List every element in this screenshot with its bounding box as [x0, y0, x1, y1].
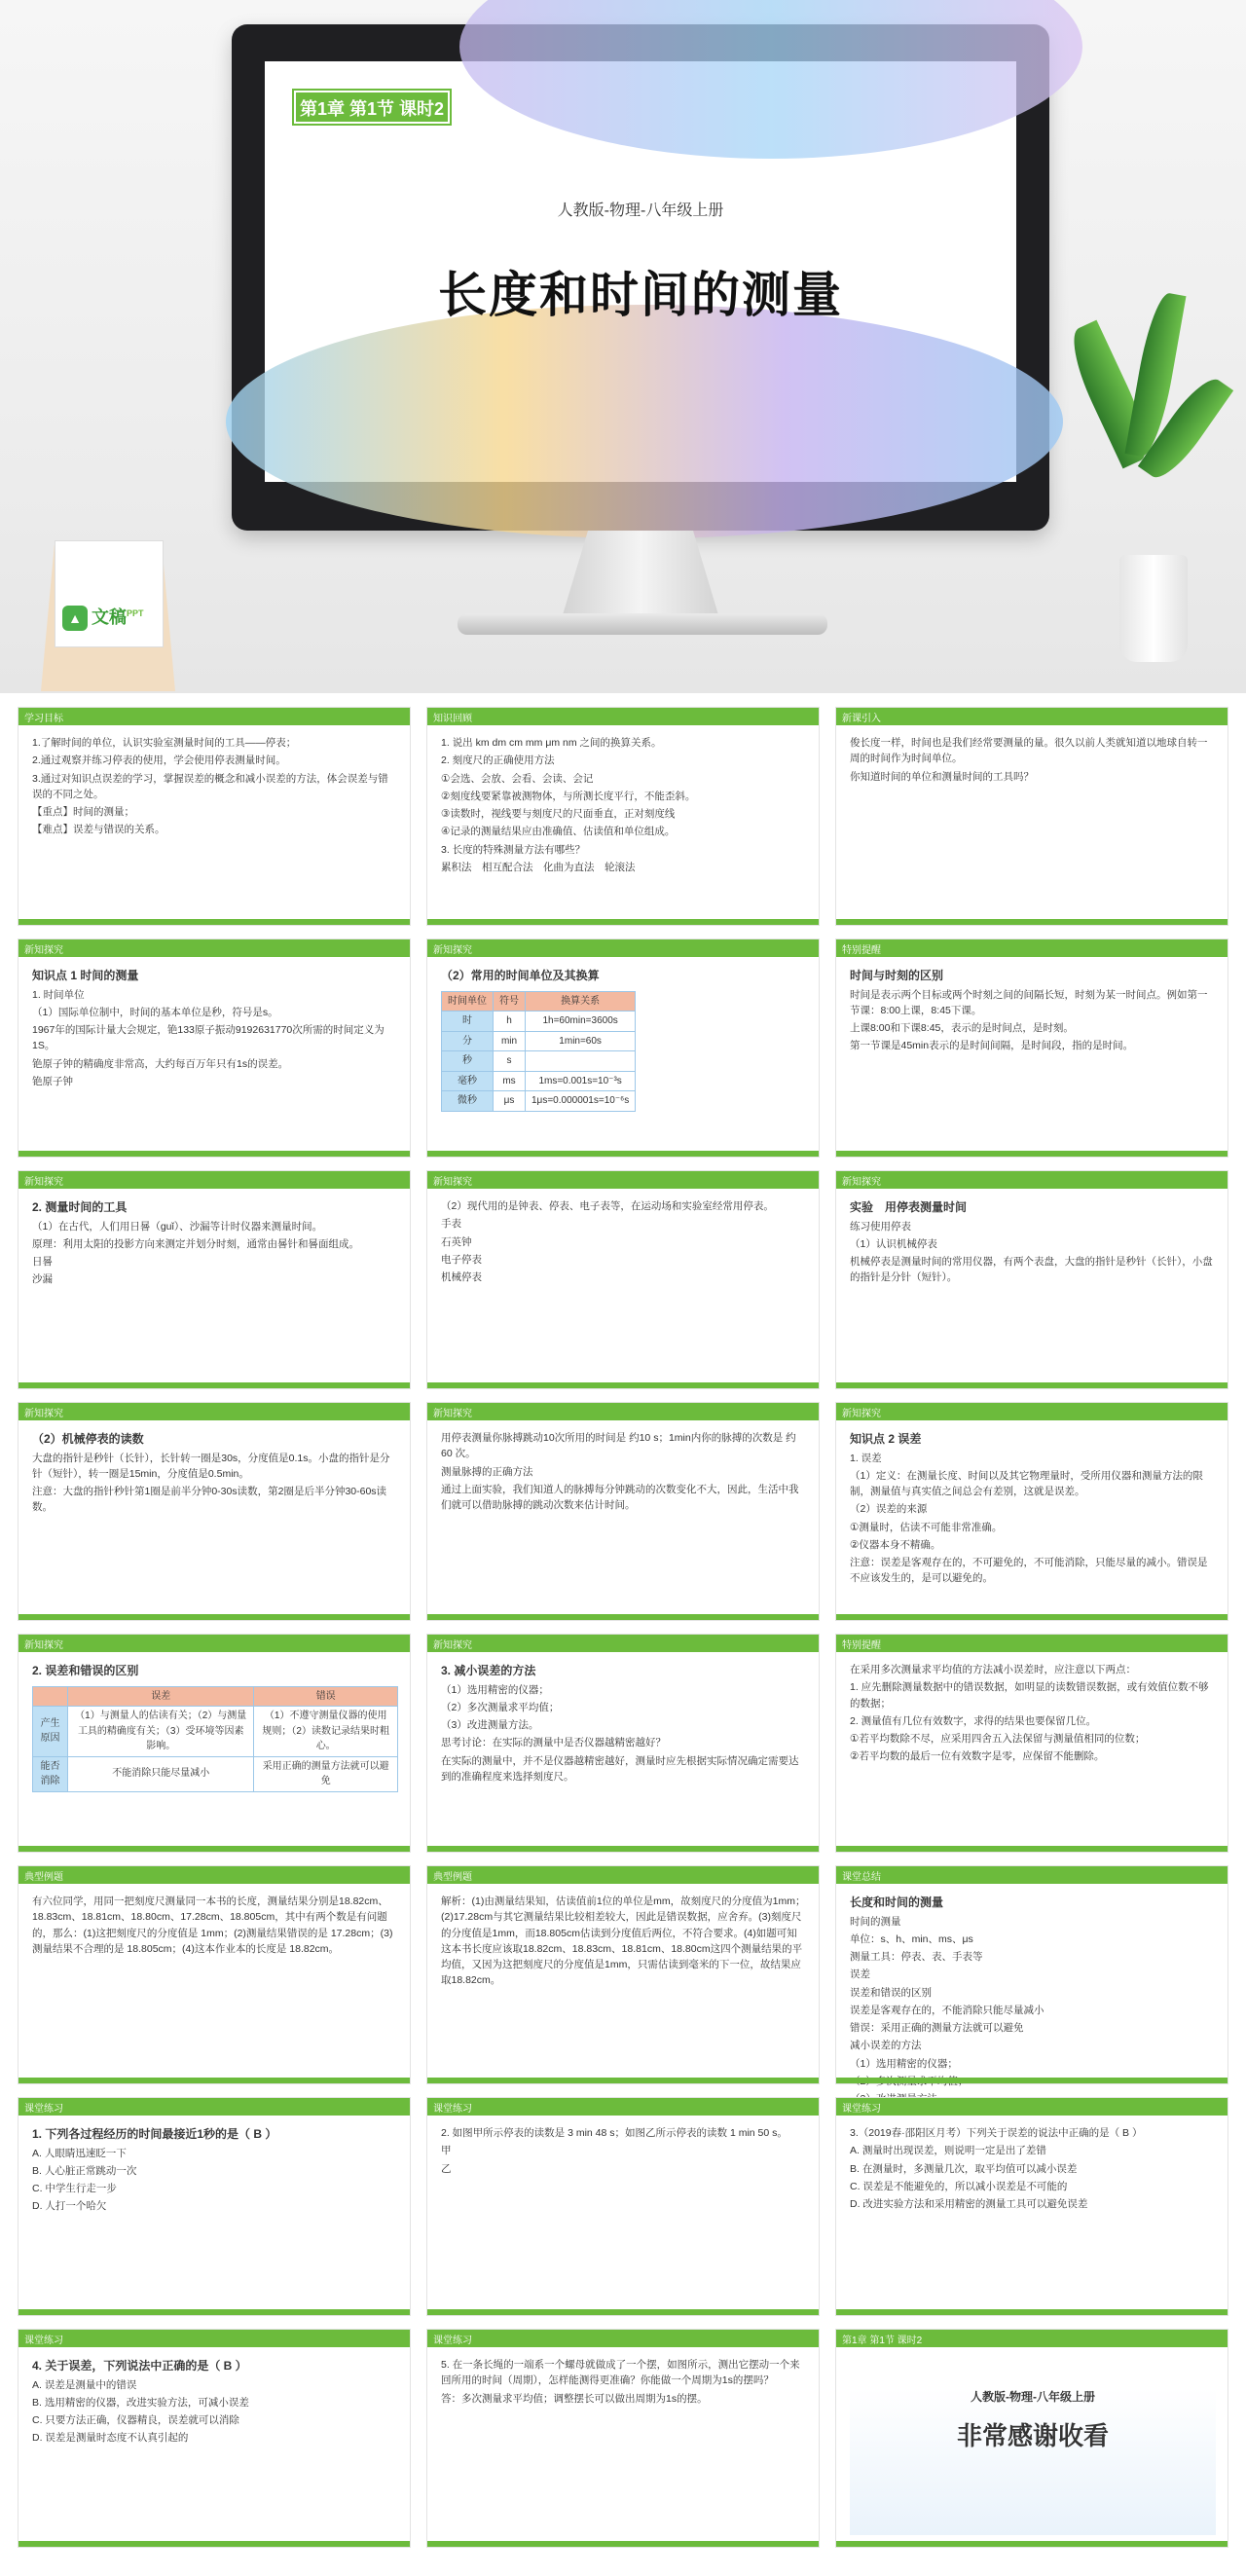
monitor-stand	[553, 531, 728, 618]
slide-header-bar	[836, 2098, 1228, 2116]
slide-content	[32, 1662, 398, 1840]
slide-header-label: 学习目标	[24, 714, 63, 724]
slide-footer-bar	[427, 919, 819, 925]
slide-text-line: C. 误差是不能避免的，所以减小误差是不可能的	[850, 2180, 1068, 2192]
slide-footer-bar	[836, 2078, 1228, 2083]
table-cell: s	[494, 1051, 526, 1072]
slide-text-line: 在实际的测量中，并不是仪器越精密越好，测量时应先根据实际情况确定需要达到的准确程度来选择刻度尺。	[441, 1754, 799, 1783]
table-header-cell: 错误	[254, 1686, 398, 1707]
slide-card[interactable]	[835, 2097, 1228, 2316]
table-cell: 1ms=0.001s=10⁻³s	[526, 1071, 636, 1091]
slide-card[interactable]	[18, 2097, 411, 2316]
slide-footer-bar	[836, 1151, 1228, 1157]
table-cell: （1）与测量人的估读有关；（2）与测量工具的精确度有关；（3）受环境等因素影响。	[68, 1707, 254, 1757]
slide-footer-bar	[427, 1151, 819, 1157]
slide-text-line: （1）认识机械停表	[850, 1237, 937, 1250]
slide-footer-bar	[836, 2541, 1228, 2547]
hero-banner	[0, 0, 1246, 693]
slide-footer-bar	[18, 2078, 410, 2083]
slide-text-line: 手表	[441, 1218, 461, 1231]
slide-text-line: 1.了解时间的单位，认识实验室测量时间的工具——停表；	[32, 737, 297, 749]
slide-text-line: 你知道时间的单位和测量时间的工具吗？	[850, 770, 1034, 783]
slide-header-label: 典型例题	[24, 1872, 63, 1883]
slide-footer-bar	[427, 2309, 819, 2315]
slide-text-line: ④记录的测量结果应由准确值、估读值和单位组成。	[441, 826, 676, 838]
slide-text-line: 答：多次测量求平均值；调整摆长可以做出周期为1s的摆。	[441, 2392, 708, 2405]
slide-content	[441, 967, 807, 1145]
slide-text-line: A. 误差是测量中的错误	[32, 2378, 137, 2391]
table-cell: 毫秒	[442, 1071, 494, 1091]
table-cell: 1μs=0.000001s=10⁻⁶s	[526, 1091, 636, 1112]
table-cell: （1）不遵守测量仪器的使用规则；（2）读数记录结果时粗心。	[254, 1707, 398, 1757]
slide-header-label: 课堂总结	[842, 1872, 881, 1883]
slide-footer-bar	[836, 1614, 1228, 1620]
slide-footer-bar	[18, 1151, 410, 1157]
slide-text-line: B. 人心脏正常跳动一次	[32, 2164, 137, 2177]
slide-text-line: 5. 在一条长绳的一端系一个螺母就做成了一个摆，如图所示，测出它摆动一个来回所用的时间（周期），怎样能测得更准确？你能做一个周期为1s的摆吗？	[441, 2359, 800, 2387]
slide-text-line: 知识点 1 时间的测量	[32, 969, 139, 982]
slide-content	[441, 1198, 807, 1377]
slide-text-line: 1967年的国际计量大会规定，铯133原子振动9192631770次所需的时间定义为1S。	[32, 1024, 385, 1052]
table-row	[442, 1051, 636, 1072]
brand-logo: ▲ 文稿$^{PPT}$	[62, 604, 144, 631]
slide-header-bar	[427, 708, 819, 725]
slide-text-line: 人教版-物理-八年级上册	[971, 2390, 1095, 2404]
slide-text-line: C. 中学生行走一步	[32, 2183, 117, 2195]
monitor-base	[458, 613, 827, 635]
cover-slide	[265, 61, 1016, 482]
slide-card[interactable]	[835, 938, 1228, 1158]
slide-text-line: B. 在测量时，多测量几次，取平均值可以减小误差	[850, 2162, 1078, 2175]
slide-card[interactable]	[18, 707, 411, 926]
slide-header-label: 知识回顾	[433, 714, 472, 724]
table-row	[442, 1091, 636, 1112]
slide-text-line: 错误：采用正确的测量方法就可以避免	[850, 2022, 1024, 2035]
slide-content	[441, 2125, 807, 2303]
slide-text-line: 练习使用停表	[850, 1220, 911, 1233]
slide-table	[441, 991, 636, 1112]
slide-text-line: 在采用多次测量求平均值的方法减小误差时，应注意以下两点：	[850, 1664, 1136, 1675]
slide-content	[441, 735, 807, 913]
slide-card[interactable]	[426, 1865, 820, 2084]
decor-wave-top	[459, 0, 1082, 159]
slide-text-line: 有六位同学，用同一把刻度尺测量同一本书的长度，测量结果分别是18.82cm、18.83cm、18.81cm、18.80cm、17.28cm、18.805cm，其中有两个数是有问题的，那么：(1)这把刻度尺的分度值是 1mm；(2)测量结果错误的是 17.28cm；(3)测量结果不合理的是 18.805cm；(4)这本作业本的长度是 18.82cm。	[32, 1895, 393, 1955]
slide-footer-bar	[836, 2309, 1228, 2315]
slide-text-line: 时间与时刻的区别	[850, 969, 944, 982]
slide-text-line: 2. 误差和错误的区别	[32, 1664, 139, 1677]
slide-header-label: 课堂练习	[24, 2336, 63, 2346]
slide-footer-bar	[836, 1846, 1228, 1852]
slide-header-label: 新课引入	[842, 714, 881, 724]
slide-text-line: 累积法 相互配合法 化曲为直法 轮滚法	[441, 861, 636, 873]
slide-content	[441, 1430, 807, 1608]
slide-footer-bar	[427, 2541, 819, 2547]
table-row	[33, 1756, 398, 1791]
slide-header-label: 新知探究	[433, 945, 472, 956]
slide-content	[32, 1198, 398, 1377]
brand-mark-icon: ▲	[62, 606, 88, 631]
table-cell: h	[494, 1012, 526, 1032]
slide-text-line: 测量工具：停表、表、手表等	[850, 1951, 983, 1964]
slide-text-line: 2. 刻度尺的正确使用方法	[441, 754, 555, 767]
slide-text-line: 2. 如图甲所示停表的读数是 3 min 48 s；如图乙所示停表的读数 1 min 50 s。	[441, 2127, 788, 2139]
slide-header-bar	[836, 2330, 1228, 2347]
slide-card[interactable]	[426, 2097, 820, 2316]
slide-header-bar	[427, 939, 819, 957]
cover-title: 长度和时间的测量	[438, 268, 843, 322]
slide-card[interactable]	[18, 1402, 411, 1621]
slide-footer-bar	[836, 1382, 1228, 1388]
calendar-card	[55, 540, 164, 647]
slide-text-line: 1. 应先删除测量数据中的错误数据，如明显的读数错误数据，或有效值位数不够的数据；	[850, 1681, 1209, 1710]
slide-content	[32, 1894, 398, 2072]
slide-text-line: 知识点 2 误差	[850, 1432, 922, 1446]
slide-header-bar	[18, 708, 410, 725]
chapter-badge: 第1章 第1节 课时2	[294, 91, 450, 124]
slide-content	[441, 1662, 807, 1840]
decor-wave-bottom	[226, 305, 1063, 538]
slide-text-line: 注意：大盘的指针秒针第1圈是前半分钟0-30s读数，第2圈是后半分钟30-60s读数。	[32, 1486, 387, 1514]
table-header-cell: 换算关系	[526, 991, 636, 1012]
slide-text-line: 思考讨论：在实际的测量中是否仪器越精密越好？	[441, 1737, 666, 1749]
slide-footer-bar	[18, 1382, 410, 1388]
slide-text-line: 非常感谢收看	[956, 2420, 1109, 2450]
slide-text-line: 测量脉搏的正确方法	[441, 1465, 533, 1478]
slide-text-line: 电子停表	[441, 1253, 482, 1266]
table-header-cell: 时间单位	[442, 991, 494, 1012]
slide-text-line: 通过上面实验，我们知道人的脉搏每分钟跳动的次数变化不大，因此，生活中我们就可以借助脉搏的跳动次数来估计时间。	[441, 1483, 799, 1512]
slide-card[interactable]	[426, 1170, 820, 1389]
slide-text-line: 2. 测量时间的工具	[32, 1200, 128, 1214]
slide-text-line: 3. 长度的特殊测量方法有哪些？	[441, 843, 586, 856]
slide-text-line: 铯原子钟	[32, 1075, 73, 1087]
slide-table	[32, 1686, 398, 1792]
slide-card[interactable]	[18, 938, 411, 1158]
slide-text-line: D. 误差是测量时态度不认真引起的	[32, 2432, 189, 2445]
table-row	[442, 1012, 636, 1032]
slide-text-line: ②仪器本身不精确。	[850, 1538, 941, 1551]
slide-content	[32, 1430, 398, 1608]
slide-header-bar	[18, 1403, 410, 1420]
slide-text-line: （2）机械停表的读数	[32, 1432, 144, 1446]
slide-text-line: （2）误差的来源	[850, 1503, 928, 1516]
slide-header-bar	[18, 2098, 410, 2116]
slide-content	[32, 2125, 398, 2303]
slide-card[interactable]	[835, 1402, 1228, 1621]
slide-text-line: （1）定义：在测量长度、时间以及其它物理量时，受所用仪器和测量方法的限制，测量值与真实值之间总会有差别，这就是误差。	[850, 1469, 1203, 1498]
table-cell: 分	[442, 1031, 494, 1051]
slide-text-line: 长度和时间的测量	[850, 1895, 944, 1909]
slide-text-line: （2）常用的时间单位及其换算	[441, 969, 600, 982]
slide-header-bar	[836, 1171, 1228, 1189]
cover-subtitle: 人教版-物理-八年级上册	[557, 202, 724, 219]
monitor	[232, 24, 1049, 531]
slide-header-bar	[18, 2330, 410, 2347]
slide-header-label: 特别提醒	[842, 945, 881, 956]
slide-content	[850, 1894, 1216, 2072]
slide-text-line: 2. 测量值有几位有效数字，求得的结果也要保留几位。	[850, 1714, 1097, 1727]
slide-header-label: 课堂练习	[433, 2336, 472, 2346]
table-cell: 不能消除只能尽量减小	[68, 1756, 254, 1791]
slide-header-label: 特别提醒	[842, 1640, 881, 1651]
slide-header-bar	[18, 939, 410, 957]
slide-text-line: 上课8:00和下课8:45，表示的是时间点，是时刻。	[850, 1022, 1074, 1035]
slide-card[interactable]	[426, 1634, 820, 1853]
slide-header-label: 新知探究	[433, 1177, 472, 1188]
slide-text-line: 沙漏	[32, 1273, 53, 1286]
slide-text-line: A. 测量时出现误差，则说明一定是出了差错	[850, 2145, 1046, 2157]
slide-text-line: 实验 用停表测量时间	[850, 1200, 968, 1214]
slide-text-line: 1. 下列各过程经历的时间最接近1秒的是（ B ）	[32, 2127, 277, 2141]
plant-pot	[1119, 555, 1188, 662]
slide-text-line: 机械停表是测量时间的常用仪器，有两个表盘，大盘的指针是秒针（长针），小盘的指针是分针（短针）。	[850, 1256, 1213, 1284]
slide-footer-bar	[836, 919, 1228, 925]
slide-text-line: 注意：误差是客观存在的，不可避免的，不可能消除，只能尽量的减小。错误是不应该发生的，是可以避免的。	[850, 1557, 1208, 1585]
slide-text-line: （1）国际单位制中，时间的基本单位是秒，符号是s。	[32, 1006, 278, 1018]
slide-text-line: 时间是表示两个目标或两个时刻之间的间隔长短，时刻为某一时间点。例如第一节课：8:00上课，8:45下课。	[850, 988, 1208, 1016]
slide-text-line: 2.通过观察并练习停表的使用，学会使用停表测量时间。	[32, 754, 286, 767]
slide-text-line: （2）多次测量求平均值；	[441, 1701, 560, 1713]
slide-header-bar	[427, 2098, 819, 2116]
slide-text-line: ③读数时，视线要与刻度尺的尺面垂直，正对刻度线	[441, 808, 676, 821]
slide-content	[850, 1662, 1216, 1840]
slide-text-line: D. 人打一个哈欠	[32, 2200, 107, 2213]
slide-header-label: 新知探究	[24, 1409, 63, 1419]
slide-header-bar	[836, 1635, 1228, 1652]
slide-text-line: 减小误差的方法	[850, 2040, 922, 2052]
slide-text-line: ①会选、会放、会看、会读、会记	[441, 772, 594, 785]
slide-header-bar	[836, 939, 1228, 957]
slide-footer-bar	[427, 1614, 819, 1620]
slide-card[interactable]	[18, 2329, 411, 2548]
slide-card[interactable]	[426, 938, 820, 1158]
slide-footer-bar	[18, 1846, 410, 1852]
slide-text-line: 3. 减小误差的方法	[441, 1664, 536, 1677]
slide-header-bar	[427, 1171, 819, 1189]
slide-text-line: （3）改进测量方法。	[441, 1719, 539, 1732]
slide-text-line: 【难点】误差与错误的关系。	[32, 824, 165, 836]
slide-header-label: 新知探究	[842, 1409, 881, 1419]
slide-text-line: 解析：(1)由测量结果知，估读值前1位的单位是mm，故刻度尺的分度值为1mm；(2)17.28cm与其它测量结果比较相差较大，因此是错误数据，应舍弃。(3)刻度尺的分度值是1mm，而18.805cm估读到分度值后两位，不符合要求。(4)如题可知这本书长度应该取18.82cm、18.83cm、18.81cm、18.80cm这四个测量结果的平均值，又因为这把刻度尺的分度值是1mm，只需估读到毫米的下一位，故结果应取18.82cm。	[441, 1895, 806, 1987]
slide-text-line: 【重点】时间的测量；	[32, 806, 134, 819]
slide-card[interactable]	[835, 1170, 1228, 1389]
slide-text-line: A. 人眼睛迅速眨一下	[32, 2147, 127, 2159]
slide-header-bar	[836, 708, 1228, 725]
slide-content	[850, 1198, 1216, 1377]
slide-text-line: 误差和错误的区别	[850, 1986, 932, 1999]
slide-header-bar	[427, 2330, 819, 2347]
slide-text-line: 日晷	[32, 1256, 53, 1269]
slide-content	[850, 735, 1216, 913]
table-row	[442, 1071, 636, 1091]
slide-header-label: 课堂练习	[24, 2104, 63, 2115]
slide-text-line: 第一节课是45min表示的是时间间隔，是时间段，指的是时间。	[850, 1040, 1134, 1052]
slide-header-label: 新知探究	[433, 1409, 472, 1419]
table-cell: 能否消除	[33, 1756, 68, 1791]
slide-header-label: 新知探究	[433, 1640, 472, 1651]
slide-header-label: 新知探究	[24, 1177, 63, 1188]
slide-text-line: 甲	[441, 2145, 452, 2157]
slide-text-line: 铯原子钟的精确度非常高，大约每百万年只有1s的误差。	[32, 1057, 289, 1070]
slide-text-line: D. 改进实验方法和采用精密的测量工具可以避免误差	[850, 2198, 1088, 2211]
slide-text-line: B. 选用精密的仪器，改进实验方法，可减小误差	[32, 2396, 249, 2409]
slide-text-line: 4. 关于误差，下列说法中正确的是（ B ）	[32, 2359, 247, 2373]
slide-footer-bar	[18, 2309, 410, 2315]
slide-text-line: （1）选用精密的仪器；	[850, 2057, 958, 2070]
slide-header-bar	[427, 1866, 819, 1884]
slide-content	[850, 1430, 1216, 1608]
slide-text-line: 石英钟	[441, 1235, 472, 1248]
table-cell	[526, 1051, 636, 1072]
table-header-cell: 符号	[494, 991, 526, 1012]
table-cell: 时	[442, 1012, 494, 1032]
slide-header-bar	[427, 1635, 819, 1652]
slide-card[interactable]	[835, 2329, 1228, 2548]
slide-text-line: ①若平均数除不尽，应采用四舍五入法保留与测量值相同的位数；	[850, 1733, 1146, 1746]
slide-text-line: 机械停表	[441, 1271, 482, 1284]
slide-content	[32, 2357, 398, 2535]
slide-text-line: 原理：利用太阳的投影方向来测定并划分时刻，通常由晷针和晷面组成。	[32, 1237, 359, 1250]
slide-footer-bar	[427, 2078, 819, 2083]
slide-header-label: 课堂练习	[433, 2104, 472, 2115]
slide-card[interactable]	[18, 1170, 411, 1389]
slide-header-label: 新知探究	[24, 1640, 63, 1651]
slide-header-bar	[836, 1866, 1228, 1884]
slide-text-line: （1）在古代，人们用日晷（guǐ）、沙漏等计时仪器来测量时间。	[32, 1220, 323, 1233]
slide-card[interactable]	[835, 1634, 1228, 1853]
slide-content	[32, 967, 398, 1145]
slide-header-label: 课堂练习	[842, 2104, 881, 2115]
slide-content	[441, 1894, 807, 2072]
table-cell: ms	[494, 1071, 526, 1091]
slide-header-label: 第1章 第1节 课时2	[842, 2336, 923, 2346]
slide-content	[850, 967, 1216, 1145]
table-cell: μs	[494, 1091, 526, 1112]
slide-text-line: 单位：s、h、min、ms、μs	[850, 1932, 973, 1945]
slide-text-line: 1. 时间单位	[32, 988, 85, 1001]
slide-card[interactable]	[426, 1402, 820, 1621]
slide-footer-bar	[427, 1382, 819, 1388]
slide-text-line: 乙	[441, 2162, 452, 2175]
slide-footer-bar	[18, 2541, 410, 2547]
slide-text-line: 用停表测量你脉搏跳动10次所用的时间是 约10 s；1min内你的脉搏的次数是 约60 次。	[441, 1432, 796, 1460]
slide-text-line: 误差	[850, 1969, 870, 1981]
slide-text-line: （2）现代用的是钟表、停表、电子表等，在运动场和实验室经常用停表。	[441, 1200, 774, 1212]
slide-card[interactable]	[18, 1865, 411, 2084]
slide-text-line: （1）选用精密的仪器；	[441, 1683, 549, 1696]
slide-content	[32, 735, 398, 913]
table-header-cell	[33, 1686, 68, 1707]
slide-card[interactable]	[426, 707, 820, 926]
slide-card[interactable]	[426, 2329, 820, 2548]
table-cell: 1h=60min=3600s	[526, 1012, 636, 1032]
table-cell: 1min=60s	[526, 1031, 636, 1051]
slide-text-line: 大盘的指针是秒针（长针），长针转一圈是30s，分度值是0.1s。小盘的指针是分针（短针），转一圈是15min，分度值是0.5min。	[32, 1452, 390, 1480]
slide-text-line: 误差是客观存在的，不能消除只能尽量减小	[850, 2004, 1044, 2016]
slide-header-bar	[836, 1403, 1228, 1420]
slide-footer-bar	[427, 1846, 819, 1852]
slide-text-line: ②刻度线要紧靠被测物体，与所测长度平行，不能歪斜。	[441, 790, 696, 802]
slide-card[interactable]	[835, 1865, 1228, 2084]
table-cell: 微秒	[442, 1091, 494, 1112]
slide-header-bar	[18, 1171, 410, 1189]
slide-header-bar	[427, 1403, 819, 1420]
table-cell: min	[494, 1031, 526, 1051]
slide-text-line: 3.通过对知识点误差的学习，掌握误差的概念和减小误差的方法，体会误差与错误的不同之处。	[32, 772, 388, 800]
slide-content	[850, 2125, 1216, 2303]
slide-card[interactable]	[18, 1634, 411, 1853]
slide-text-line: C. 只要方法正确，仪器精良，误差就可以消除	[32, 2414, 239, 2427]
table-cell: 产生原因	[33, 1707, 68, 1757]
slide-text-line: 3.（2019春·邵阳区月考）下列关于误差的说法中正确的是（ B ）	[850, 2127, 1143, 2139]
slide-text-line: 1. 误差	[850, 1452, 882, 1464]
slide-text-line: 1. 说出 km dm cm mm μm nm 之间的换算关系。	[441, 737, 662, 749]
slide-text-line: ②若平均数的最后一位有效数字是零，应保留不能删除。	[850, 1750, 1105, 1763]
slide-text-line: 俊长度一样，时间也是我们经常要测量的量。很久以前人类就知道以地球自转一周的时间作为时间单位。	[850, 737, 1208, 765]
slide-text-line: 时间的测量	[850, 1915, 901, 1928]
slide-text-line: ①测量时，估读不可能非常准确。	[850, 1521, 1003, 1533]
table-row	[33, 1707, 398, 1757]
slide-header-bar	[18, 1866, 410, 1884]
table-row	[442, 1031, 636, 1051]
slide-content	[441, 2357, 807, 2535]
table-header-cell: 误差	[68, 1686, 254, 1707]
slide-footer-bar	[18, 919, 410, 925]
slide-card[interactable]	[835, 707, 1228, 926]
slide-header-bar	[18, 1635, 410, 1652]
table-cell: 采用正确的测量方法就可以避免	[254, 1756, 398, 1791]
slide-header-label: 典型例题	[433, 1872, 472, 1883]
slide-content	[850, 2388, 1216, 2535]
slide-header-label: 新知探究	[842, 1177, 881, 1188]
slide-header-label: 新知探究	[24, 945, 63, 956]
table-cell: 秒	[442, 1051, 494, 1072]
slide-footer-bar	[18, 1614, 410, 1620]
